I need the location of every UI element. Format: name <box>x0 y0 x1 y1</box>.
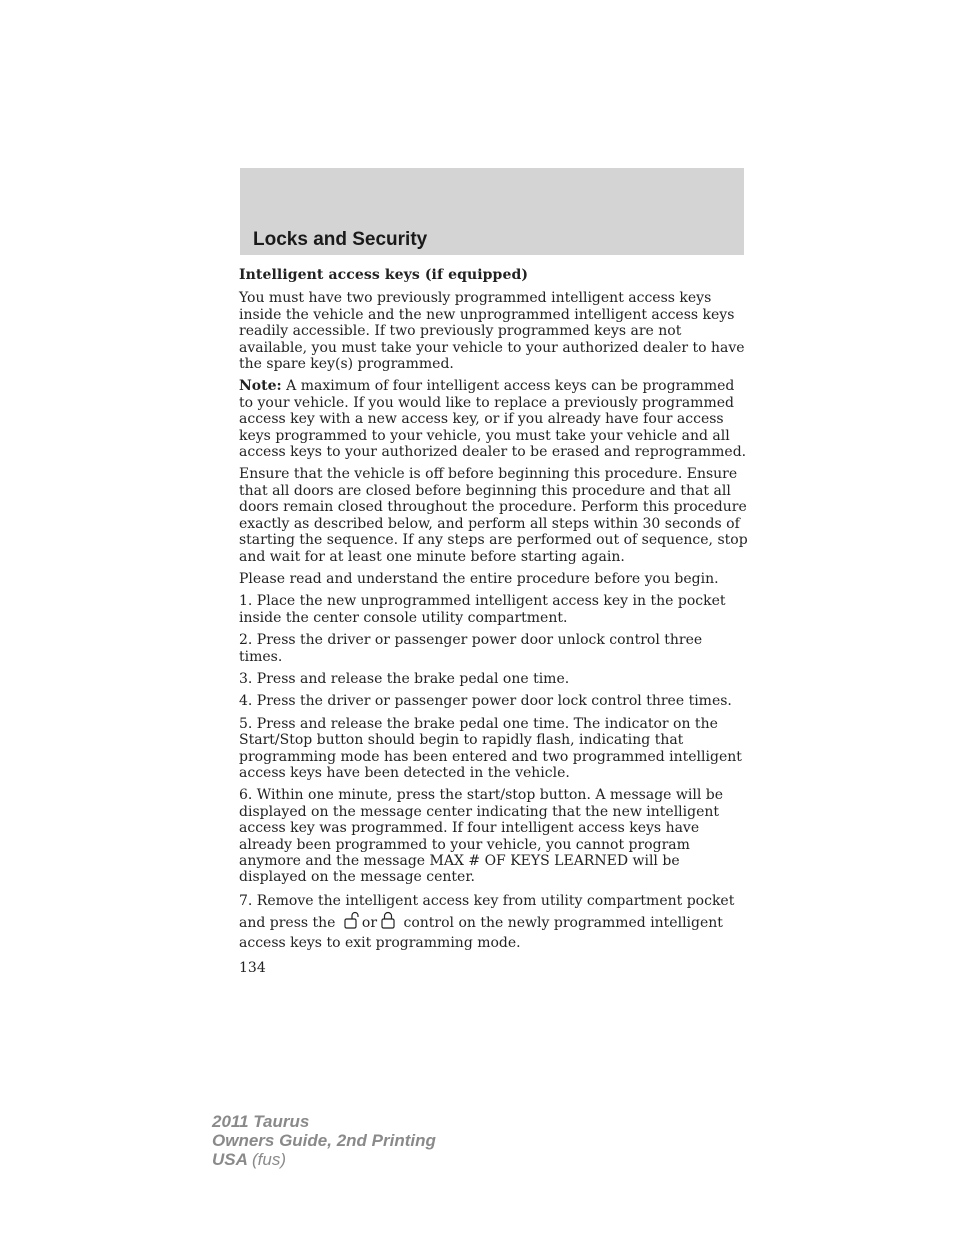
section-title: Locks and Security <box>253 229 428 250</box>
note-label: Note: <box>239 378 282 395</box>
footer-line-1: 2011 Taurus <box>212 1112 310 1131</box>
footer-line-3 <box>212 1150 436 1169</box>
intro-paragraph: You must have two previously programmed intelligent access keys inside the vehicle and the new unprogrammed intelligent access keys readily accessible. If two previously programmed keys are not available, you must take your vehicle to your authorized dealer to have the spare key(s) programmed. <box>239 290 745 373</box>
ensure-paragraph: Ensure that the vehicle is off before beginning this procedure. Ensure that all doors are closed before beginning this procedure and that all doors remain closed throughout the procedure. Perform this procedure exactly as described below, and perform all steps within 30 seconds of starting the sequence. If any steps are performed out of sequence, stop and wait for at least one minute before starting again. <box>239 466 748 565</box>
footer-region: USA <box>212 1150 248 1169</box>
step7-text-a: 7. Remove the intelligent access key from utility compartment pocket and press the <box>239 892 735 932</box>
page-number: 134 <box>239 960 266 976</box>
step7-or: or <box>361 915 378 932</box>
step-item: 6. Within one minute, press the start/stop button. A message will be displayed on the message center indicating that the new intelligent access key was programmed. If four intelligent access keys have already been programmed to your vehicle, you cannot program anymore and the message MAX # OF KEYS LEARNED will be displayed on the message center. <box>239 787 723 886</box>
step-item-7 <box>239 892 749 954</box>
step-item: 1. Place the new unprogrammed intelligent access key in the pocket inside the center console utility compartment. <box>239 593 726 626</box>
step-item: 4. Press the driver or passenger power door lock control three times. <box>239 693 732 710</box>
step-item: 2. Press the driver or passenger power door unlock control three times. <box>239 632 703 665</box>
subheading: Intelligent access keys (if equipped) <box>239 267 529 283</box>
note-text: A maximum of four intelligent access keys can be programmed to your vehicle. If you would like to replace a previously programmed access key with a new access key, or if you already have four access keys programmed to your vehicle, you must take your vehicle and all access keys to your authorized dealer to be erased and reprogrammed. <box>239 378 747 461</box>
page-content <box>239 267 749 959</box>
footer-region-code: (fus) <box>252 1150 286 1169</box>
please-paragraph: Please read and understand the entire procedure before you begin. <box>239 570 719 587</box>
lock-icon <box>380 911 396 929</box>
footer-line-2: Owners Guide, 2nd Printing <box>212 1131 436 1150</box>
footer-imprint <box>212 1112 436 1169</box>
step7-text-b: control on the newly programmed intelligent access keys to exit programming mode. <box>239 915 723 951</box>
note-paragraph <box>239 378 749 460</box>
unlock-icon <box>343 911 359 929</box>
step-item: 5. Press and release the brake pedal one time. The indicator on the Start/Stop button should begin to rapidly flash, indicating that programming mode has been entered and two programmed intelligent access keys have been detected in the vehicle. <box>239 715 742 781</box>
step-item: 3. Press and release the brake pedal one time. <box>239 670 570 687</box>
